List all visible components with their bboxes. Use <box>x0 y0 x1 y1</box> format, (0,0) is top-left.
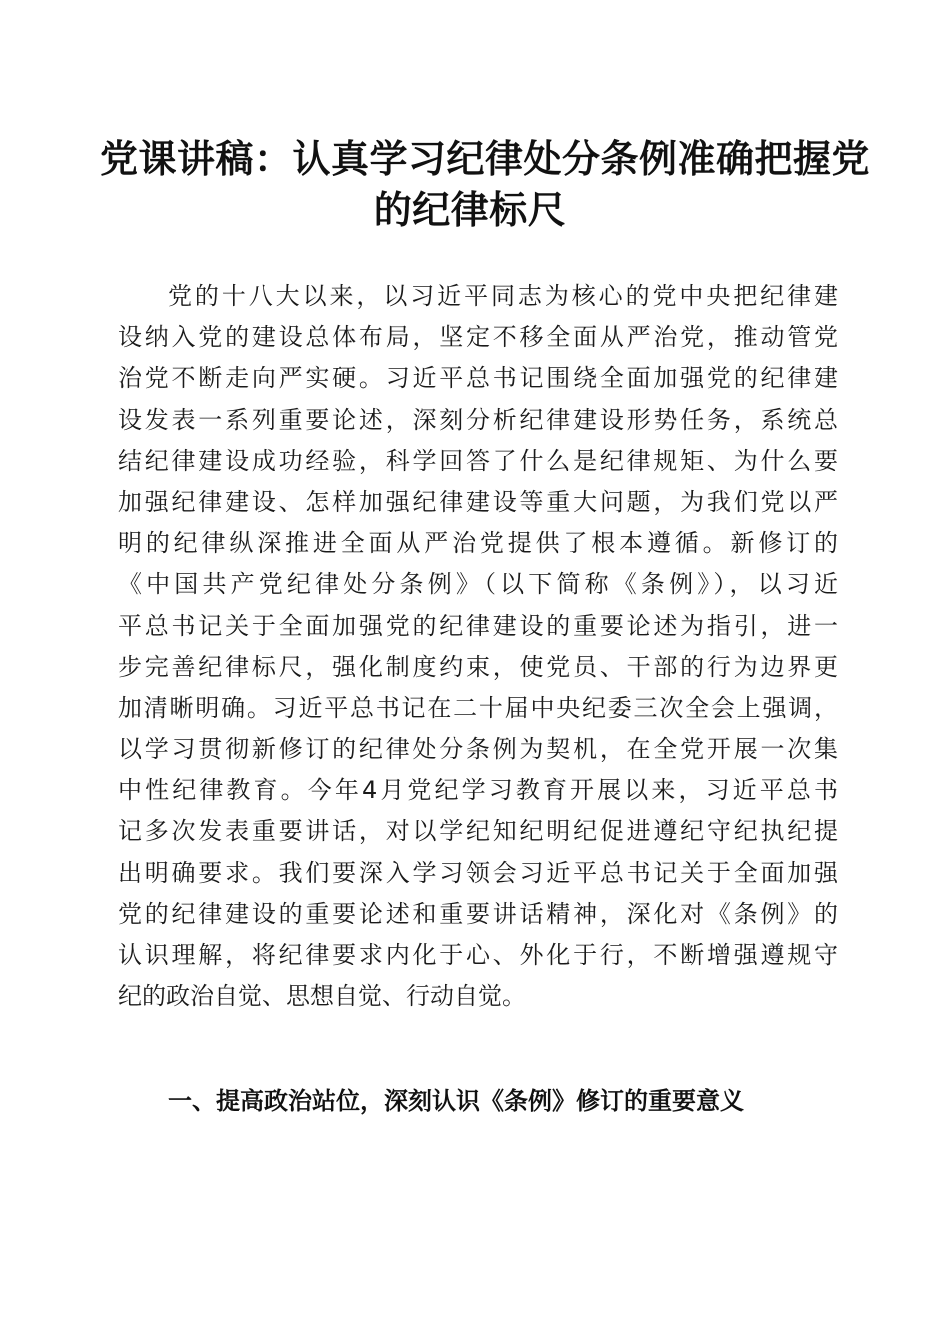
paragraph-line: 党的十八大以来，以习近平同志为核心的党中央把纪律建 <box>168 282 838 310</box>
intro-paragraph <box>118 276 838 1017</box>
paragraph-line: 平总书记关于全面加强党的纪律建设的重要论述为指引，进一 <box>118 611 838 640</box>
paragraph-line: 加清晰明确。习近平总书记在二十届中央纪委三次全会上强调， <box>118 693 838 722</box>
paragraph-line: 步完善纪律标尺，强化制度约束，使党员、干部的行为边界更 <box>118 652 838 681</box>
paragraph-line: 记多次发表重要讲话，对以学纪知纪明纪促进遵纪守纪执纪提 <box>118 817 838 846</box>
paragraph-line: 以学习贯彻新修订的纪律处分条例为契机，在全党开展一次集 <box>118 735 838 764</box>
paragraph-line: 认识理解，将纪律要求内化于心、外化于行，不断增强遵规守 <box>118 941 838 969</box>
paragraph-line: 纪的政治自觉、思想自觉、行动自觉。 <box>118 982 526 1011</box>
paragraph-line: 出明确要求。我们要深入学习领会习近平总书记关于全面加强 <box>118 858 838 887</box>
paragraph-line: 中性纪律教育。今年4月党纪学习教育开展以来，习近平总书 <box>118 776 838 805</box>
section-heading: 一、提高政治站位，深刻认识《条例》修订的重要意义 <box>168 1087 744 1115</box>
title-line: 的纪律标尺 <box>373 187 567 232</box>
paragraph-line: 《中国共产党纪律处分条例》（以下简称《条例》），以习近 <box>118 570 838 599</box>
title-line: 党课讲稿：认真学习纪律处分条例准确把握党 <box>100 136 871 181</box>
paragraph-line: 明的纪律纵深推进全面从严治党提供了根本遵循。新修订的 <box>118 529 838 558</box>
document-title <box>100 133 871 235</box>
paragraph-line: 加强纪律建设、怎样加强纪律建设等重大问题，为我们党以严 <box>118 487 838 516</box>
paragraph-line: 结纪律建设成功经验，科学回答了什么是纪律规矩、为什么要 <box>118 446 838 475</box>
paragraph-line: 党的纪律建设的重要论述和重要讲话精神，深化对《条例》的 <box>118 899 838 928</box>
paragraph-line: 治党不断走向严实硬。习近平总书记围绕全面加强党的纪律建 <box>118 364 838 393</box>
paragraph-line: 设纳入党的建设总体布局，坚定不移全面从严治党，推动管党 <box>118 323 838 352</box>
paragraph-line: 设发表一系列重要论述，深刻分析纪律建设形势任务，系统总 <box>118 405 838 434</box>
